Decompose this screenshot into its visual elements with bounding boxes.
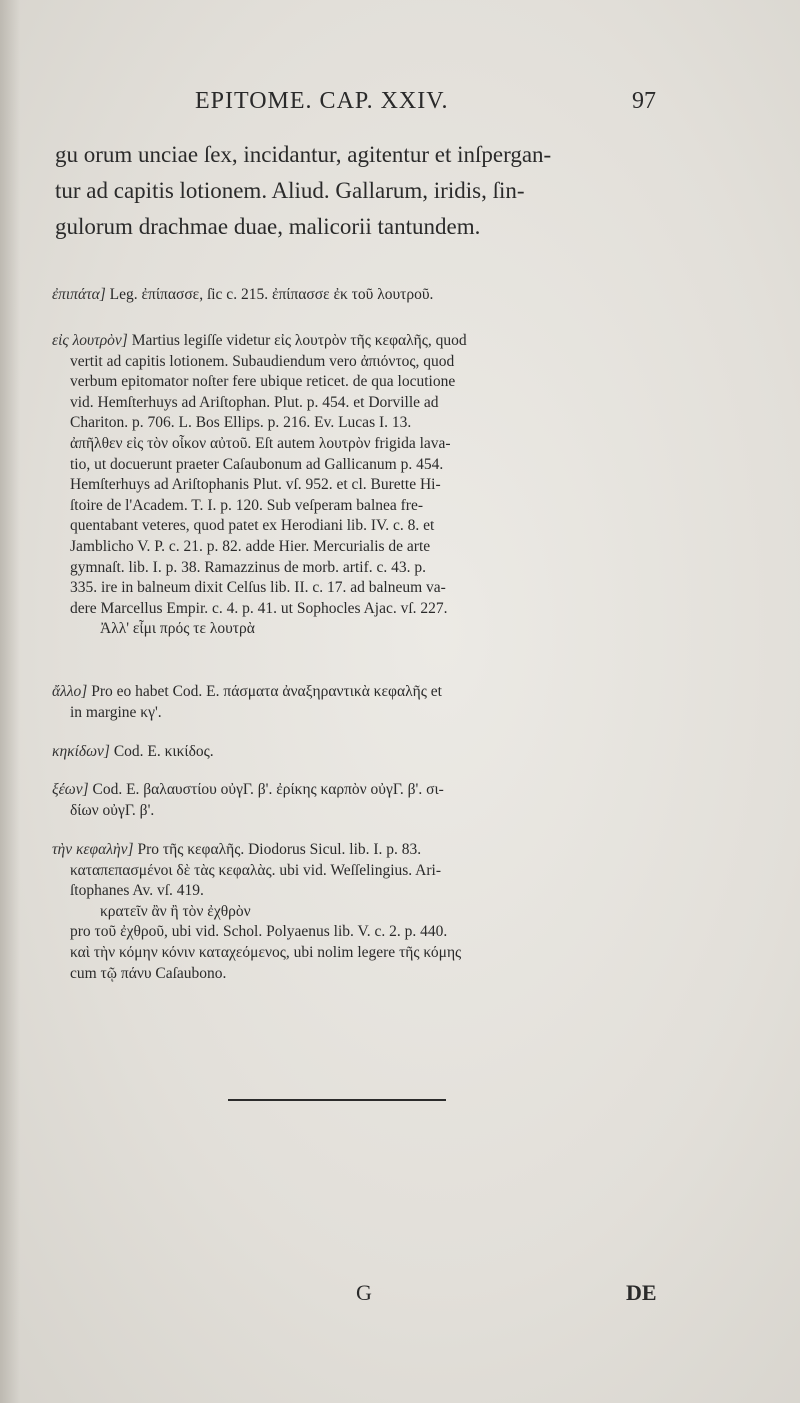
footnote (52, 840, 662, 984)
footnote-text: Cod. E. κικίδος. (113, 743, 214, 760)
footnote-text: in margine κγ'. (70, 703, 162, 721)
main-text (55, 137, 670, 245)
footnote (52, 742, 662, 763)
footnote-text: Pro τῆς κεφαλῆς. Diodorus Sicul. lib. I. p. 83. (137, 841, 422, 858)
footnote-text: καταπεπασμένοι δὲ τὰς κεφαλὰς. ubi vid. Weſſelingius. Ari- (70, 861, 442, 879)
footnote-lemma: ἄλλο] (52, 683, 88, 700)
catchword: DE (626, 1280, 657, 1305)
running-head: EPITOME. CAP. XXIV. (195, 88, 449, 114)
footnote-text: Martius legiſſe videtur εἰς λουτρὸν τῆς κεφαλῆς, quod (131, 332, 467, 349)
footnote-text: verbum epitomator noſter fere ubique reticet. de qua locutione (70, 373, 456, 391)
footnote-text: Cod. E. βαλαυστίου οὐγΓ. β'. ἐρίκης καρπὸν οὐγΓ. β'. σι- (92, 781, 444, 798)
signature-mark: G (356, 1280, 372, 1305)
footnote-text: καὶ τὴν κόμην κόνιν καταχεόμενος, ubi nolim legere τῆς κόμης (70, 943, 462, 961)
footnote-text: ἀπῆλθεν εἰς τὸν οἶκον αὐτοῦ. Eſt autem λουτρὸν frigida lava- (70, 434, 451, 452)
footnote-text: dere Marcellus Empir. c. 4. p. 41. ut Sophocles Ajac. vſ. 227. (70, 599, 448, 617)
footnote (52, 285, 662, 306)
footnote-text: ſtoire de l'Academ. T. I. p. 120. Sub veſperam balnea fre- (70, 496, 423, 514)
main-text-line: tur ad capitis lotionem. Aliud. Gallarum, iridis, ſin- (55, 178, 525, 203)
footnote-text: vid. Hemſterhuys ad Ariſtophan. Plut. p. 454. et Dorville ad (70, 393, 439, 411)
footnote-text: gymnaſt. lib. I. p. 38. Ramazzinus de morb. artif. c. 43. p. (70, 558, 426, 576)
separator-rule (228, 1099, 446, 1101)
footnote-text: quentabant veteres, quod patet ex Herodiani lib. IV. c. 8. et (70, 517, 435, 535)
footnote-text: Pro eo habet Cod. E. πάσματα ἀναξηραντικὰ κεφαλῆς et (91, 683, 442, 700)
footnote-text: pro τοῦ ἐχθροῦ, ubi vid. Schol. Polyaenus lib. V. c. 2. p. 440. (70, 923, 448, 941)
footnote-text: ſtophanes Av. vſ. 419. (70, 882, 204, 900)
footnote-lemma: εἰς λουτρὸν] (52, 332, 128, 349)
footnote-lemma: τὴν κεφαλὴν] (52, 841, 134, 858)
footnote-text: Jamblicho V. P. c. 21. p. 82. adde Hier. Mercurialis de arte (70, 537, 431, 555)
footnote-text: tio, ut docuerunt praeter Caſaubonum ad Gallicanum p. 454. (70, 455, 444, 473)
footnote-lemma: ξέων] (52, 781, 89, 798)
footnote-text: Leg. ἐπίπασσε, ſic c. 215. ἐπίπασσε ἐκ τοῦ λουτροῦ. (109, 286, 434, 303)
footnote-text: Chariton. p. 706. L. Bos Ellips. p. 216. Ev. Lucas I. 13. (70, 414, 412, 432)
footnote-lemma: κηκίδων] (52, 743, 110, 760)
footnote-text: cum τῷ πάνυ Caſaubono. (70, 964, 227, 982)
footnote-text: vertit ad capitis lotionem. Subaudiendum vero ἀπιόντος, quod (70, 352, 455, 370)
footnote-text: δίων οὐγΓ. β'. (70, 801, 155, 819)
footnote (52, 682, 662, 723)
footnote (52, 780, 662, 821)
page-number: 97 (632, 88, 656, 114)
footnote-lemma: ἐπιπάτα] (52, 286, 106, 303)
footnote-verse: Ἀλλ' εἶμι πρός τε λουτρὰ (100, 620, 255, 638)
main-text-line: gu orum unciae ſex, incidantur, agitentur et inſpergan- (55, 142, 552, 167)
footnote-verse: κρατεῖν ἂν ἢ τὸν ἐχθρὸν (100, 902, 251, 920)
footnote-text: 335. ire in balneum dixit Celſus lib. II. c. 17. ad balneum va- (70, 579, 446, 597)
main-text-line: gulorum drachmae duae, malicorii tantundem. (55, 214, 481, 239)
footnote-text: Hemſterhuys ad Ariſtophanis Plut. vſ. 952. et cl. Burette Hi- (70, 476, 441, 494)
footnote (52, 331, 662, 640)
